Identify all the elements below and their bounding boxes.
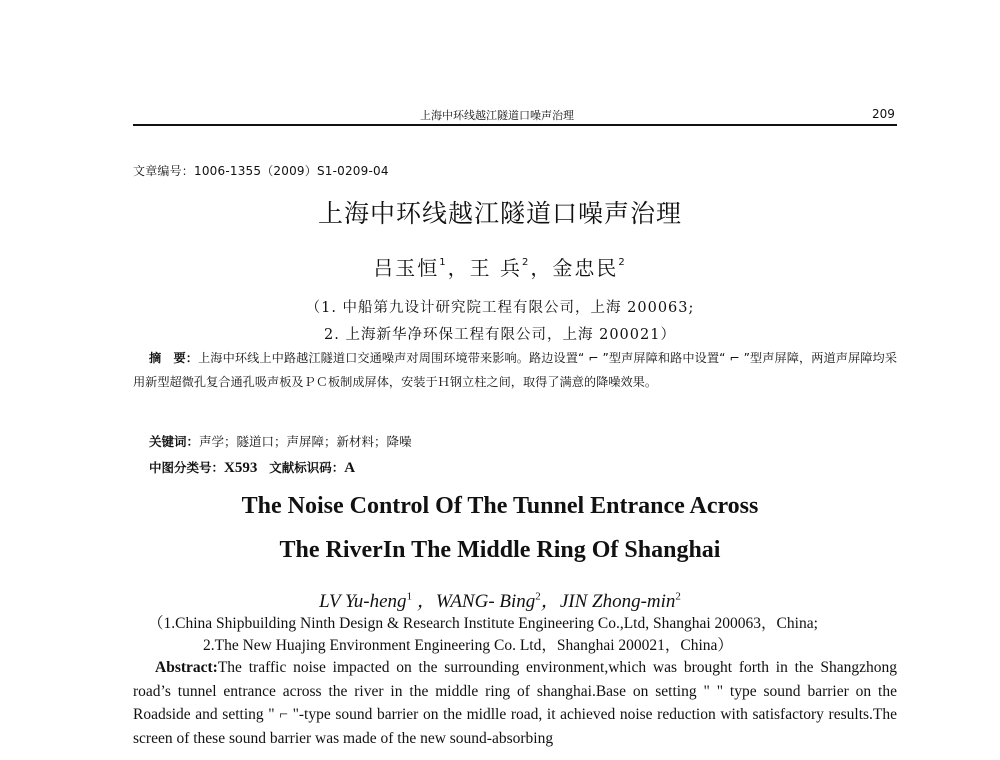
en-affiliation-2: 2.The New Huajing Environment Engineering Co. Ltd，Shanghai 200021，China）	[203, 637, 733, 654]
en-authors: LV Yu-heng$^1$ ，WANG- Bing$^2$，JIN Zhong-$\min^2$	[319, 590, 681, 612]
cn-author-sep: ，	[530, 256, 553, 280]
cn-keywords	[149, 432, 412, 450]
en-author-1-sup: 1	[406, 590, 413, 603]
en-abstract-label: Abstract:	[155, 659, 218, 676]
page-number: 209	[872, 107, 895, 121]
cn-keywords-label: 关键词：	[149, 434, 200, 449]
en-abstract-text: The traffic noise impacted on the surrounding environment,which was brought forth in the Shangzhong road’s tunnel entrance across the river in the middle ring of shanghai.Base on setting " " type sound barrier on the Roadside and setting " ⌐ "-type sound barrier on the midlle road, it achieved noise reduction with satisfactory results.The screen of these sound barrier was made of the new sound-absorbing	[133, 659, 897, 747]
cn-affiliation-1: （1. 中船第九设计研究院工程有限公司，上海 200063;	[305, 300, 695, 316]
en-author-2: WANG- Bing	[435, 591, 536, 612]
cn-author-3: 金忠民	[552, 256, 619, 280]
cn-abstract-label: 摘 要：	[149, 351, 199, 365]
running-title: 上海中环线越江隧道口噪声治理	[420, 109, 574, 122]
en-affiliation-1: （1.China Shipbuilding Ninth Design & Research Institute Engineering Co.,Ltd, Shanghai 200063，China;	[148, 615, 818, 632]
en-title-line-2: The RiverIn The Middle Ring Of Shanghai	[279, 537, 721, 563]
cn-abstract	[133, 346, 897, 394]
en-abstract	[133, 656, 897, 750]
cn-class-label: 中图分类号：	[149, 460, 225, 475]
header-rule	[133, 124, 897, 126]
cn-author-sep: ，	[447, 256, 470, 280]
cn-title: 上海中环线越江隧道口噪声治理	[317, 199, 682, 228]
cn-keywords-text: 声学；隧道口；声屏障；新材料；降噪	[199, 434, 412, 449]
en-author-3: JIN Zhong-min	[559, 591, 676, 612]
cn-author-2-sup: 2	[521, 257, 531, 268]
cn-affiliation-2: 2. 上海新华净环保工程有限公司，上海 200021）	[324, 327, 676, 343]
cn-classification	[149, 458, 355, 477]
cn-author-3-sup: 2	[618, 257, 627, 268]
cn-author-2: 王 兵	[469, 256, 522, 280]
cn-doc-label: 文献标识码：	[269, 460, 345, 475]
cn-authors	[0, 252, 1000, 281]
en-title-line-1: The Noise Control Of The Tunnel Entrance Across	[241, 493, 759, 519]
en-author-3-sup: 2	[675, 590, 681, 603]
article-id: 文章编号：1006-1355（2009）S1-0209-04	[133, 164, 389, 178]
en-author-1: LV Yu-heng	[319, 591, 407, 612]
en-author-2-sup: 2	[535, 590, 541, 603]
cn-author-1: 吕玉恒	[373, 256, 440, 280]
cn-abstract-text: 上海中环线上中路越江隧道口交通噪声对周围环境带来影响。路边设置“ ⌐ ”型声屏障和路中设置“ ⌐ ”型声屏障，两道声屏障均采用新型超微孔复合通孔吸声板及ＰＣ板制成屏体，安装于Ｈ钢立柱之间，取得了满意的降噪效果。	[133, 351, 898, 389]
cn-author-1-sup: 1	[439, 257, 448, 268]
cn-doc-value: A	[344, 460, 356, 476]
cn-class-value: X593	[224, 460, 258, 476]
